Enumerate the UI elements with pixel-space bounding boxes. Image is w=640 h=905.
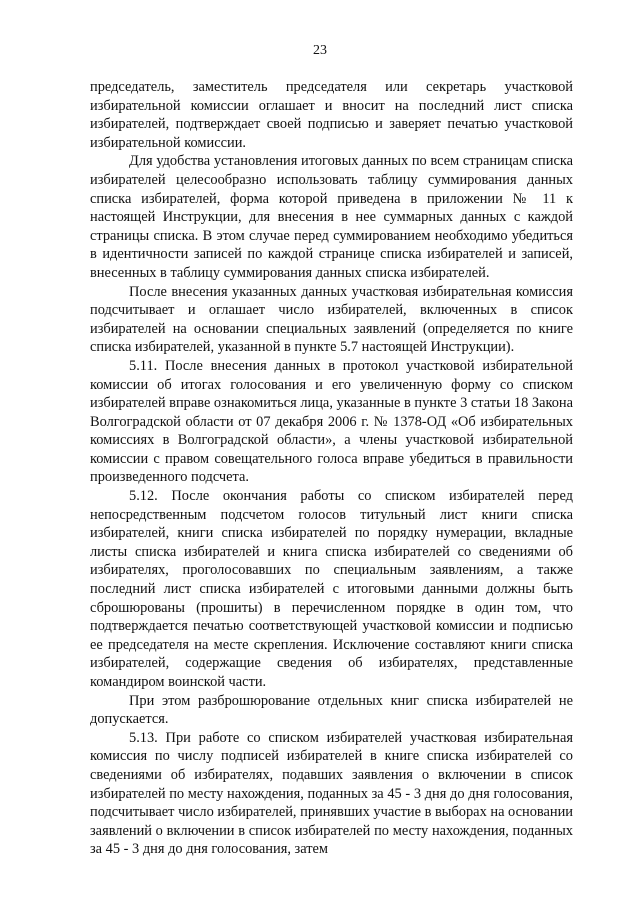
paragraph-1: председатель, заместитель председателя или секретарь участковой избирательной комиссии оглашает и вносит на последний лист списка избирателей, подтверждает своей подписью и заверяет печатью участковой избирательной комиссии. (90, 79, 573, 151)
paragraph-4-section-5-11: 5.11. После внесения данных в протокол участковой избирательной комиссии об итогах голосования и его увеличенную форму со списком избирателей вправе ознакомиться лица, указанные в пункте 3 статьи 18 Закона Волгоградской области от 07 декабря 2006 г. № 1378-ОД «Об избирательных комиссиях в Волгоградской области», а члены участковой избирательной комиссии с правом совещательного голоса вправе убедиться в правильности произведенного подсчета. (90, 357, 574, 486)
paragraph-7-section-5-13: 5.13. При работе со списком избирателей участковая избирательная комиссия по числу подписей избирателей в книге списка избирателей со сведениями об избирателях, подавших заявления о включении в список избирателей по месту нахождения, поданных за 45 - 3 дня до дня голосования, подсчитывает число избирателей, принявших участие в выборах на основании заявлений о включении в список избирателей по месту нахождения, поданных за 45 - 3 дня до дня голосования, затем (90, 729, 573, 858)
paragraph-2: Для удобства установления итоговых данных по всем страницам списка избирателей целесообразно использовать таблицу суммирования данных списка избирателей, форма которой приведена в приложении № 11 к настоящей Инструкции, для внесения в нее суммарных данных с каждой страницы списка. В этом случае перед суммированием необходимо убедиться в идентичности записей по каждой странице списка избирателей и записей, внесенных в таблицу суммирования данных списка избирателей. (90, 153, 573, 281)
page-number: 23 (313, 43, 327, 58)
document-body (90, 78, 573, 859)
paragraph-3: После внесения указанных данных участковая избирательная комиссия подсчитывает и оглашает число избирателей, включенных в список избирателей на основании специальных заявлений (определяется по книге списка избирателей, указанной в пункте 5.7 настоящей Инструкции). (90, 283, 573, 356)
paragraph-5-section-5-12: 5.12. После окончания работы со списком избирателей перед непосредственным подсчетом голосов титульный лист книги списка избирателей, книги списка избирателей по порядку нумерации, вкладные листы списка избирателей и книга списка избирателей со сведениями об избирателях, проголосовавших по специальным заявлениям, а также последний лист списка избирателей с итоговыми данными должны быть сброшюрованы (прошиты) в перечисленном порядке в один том, что подтверждается печатью соответствующей участковой комиссии и подписью ее председателя на месте скрепления. Исключение составляют книги списка избирателей, содержащие сведения об избирателях, представленные командиром воинской части. (90, 488, 573, 690)
paragraph-6: При этом разброшюрование отдельных книг списка избирателей не допускается. (90, 692, 573, 728)
